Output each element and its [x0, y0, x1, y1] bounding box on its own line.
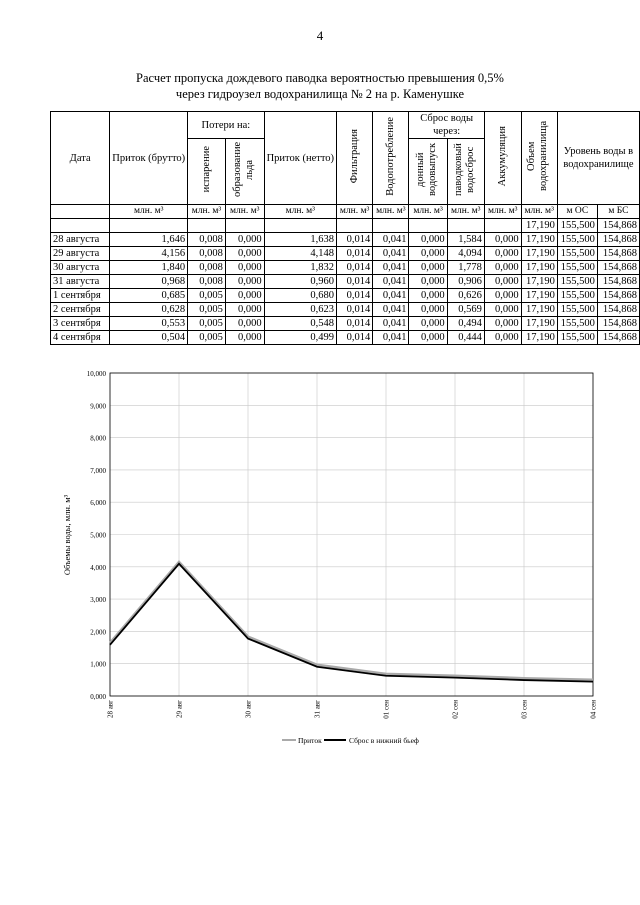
table-cell: 0,000 [225, 303, 264, 317]
y-axis-label: Объемы воды, млн. м³ [62, 494, 72, 576]
series-line-inflow [110, 562, 593, 680]
table-row [51, 289, 640, 303]
header-inflow-net: Приток (нетто) [264, 112, 336, 205]
table-cell: 155,500 [557, 317, 597, 331]
header-discharge: Сброс воды через: [409, 112, 484, 139]
table-cell: 0,041 [373, 233, 409, 247]
table-cell: 0,000 [484, 303, 521, 317]
table-cell: 155,500 [557, 247, 597, 261]
y-tick-label: 7,000 [90, 466, 106, 475]
table-cell: 0,014 [337, 261, 373, 275]
initial-cell [337, 219, 373, 233]
initial-cell [188, 219, 226, 233]
table-cell: 0,005 [188, 289, 226, 303]
table-cell: 0,000 [484, 261, 521, 275]
x-tick-label: 04 сен [589, 700, 598, 719]
table-cell: 0,014 [337, 317, 373, 331]
table-cell: 1,646 [110, 233, 188, 247]
y-tick-label: 8,000 [90, 434, 106, 443]
y-tick-label: 0,000 [90, 693, 106, 701]
table-cell: 4,156 [110, 247, 188, 261]
table-cell: 0,504 [110, 331, 188, 345]
table-cell: 154,868 [597, 317, 639, 331]
table-cell: 0,000 [484, 289, 521, 303]
unit-cell: млн. м³ [521, 205, 557, 219]
row-date: 30 августа [51, 261, 110, 275]
header-ice-cell [225, 139, 264, 205]
x-tick-label: 02 сен [451, 700, 460, 719]
unit-cell: млн. м³ [447, 205, 484, 219]
initial-cell [484, 219, 521, 233]
table-row [51, 317, 640, 331]
legend-label-discharge: Сброс в нижний бьеф [349, 736, 419, 745]
table-body [51, 233, 640, 345]
document-title [0, 70, 640, 102]
header-water-use-cell [373, 112, 409, 205]
initial-cell [373, 219, 409, 233]
page-number: 4 [316, 28, 324, 43]
unit-bs: м БС [597, 205, 639, 219]
unit-os: м ОС [557, 205, 597, 219]
table-cell: 154,868 [597, 247, 639, 261]
initial-volume: 17,190 [521, 219, 557, 233]
table-cell: 0,906 [447, 275, 484, 289]
x-axis [107, 700, 598, 719]
table-cell: 1,638 [264, 233, 336, 247]
table-row [51, 261, 640, 275]
table-cell: 0,000 [225, 289, 264, 303]
table-cell: 0,041 [373, 289, 409, 303]
table-cell: 0,008 [188, 275, 226, 289]
table-cell: 1,778 [447, 261, 484, 275]
x-tick-label: 28 авг [106, 700, 115, 719]
table-cell: 155,500 [557, 275, 597, 289]
y-axis [87, 370, 107, 701]
initial-level-os: 155,500 [557, 219, 597, 233]
table-cell: 17,190 [521, 303, 557, 317]
header-spillway: паводковый водосброс [452, 143, 476, 196]
row-date: 4 сентября [51, 331, 110, 345]
x-tick-label: 29 авг [175, 700, 184, 719]
unit-cell: млн. м³ [264, 205, 336, 219]
header-bottom-outlet: донный водовыпуск [415, 142, 439, 197]
x-tick-label: 31 авг [313, 700, 322, 719]
table-cell: 0,005 [188, 317, 226, 331]
table-cell: 0,548 [264, 317, 336, 331]
table-cell: 154,868 [597, 331, 639, 345]
row-date: 1 сентября [51, 289, 110, 303]
table-cell: 17,190 [521, 317, 557, 331]
chart-grid [110, 373, 593, 696]
x-tick-label: 01 сен [382, 700, 391, 719]
unit-cell: млн. м³ [110, 205, 188, 219]
y-tick-label: 2,000 [90, 628, 106, 637]
table-cell: 0,005 [188, 303, 226, 317]
header-ice: образование льда [231, 141, 255, 198]
table-cell: 1,840 [110, 261, 188, 275]
initial-level-bs: 154,868 [597, 219, 639, 233]
row-date: 28 августа [51, 233, 110, 247]
header-losses: Потери на: [188, 112, 264, 139]
table-cell: 0,041 [373, 247, 409, 261]
table-cell: 0,014 [337, 303, 373, 317]
table-cell: 17,190 [521, 275, 557, 289]
table-cell: 0,008 [188, 233, 226, 247]
header-accumulation-cell [484, 112, 521, 205]
table-cell: 4,148 [264, 247, 336, 261]
unit-cell: млн. м³ [409, 205, 447, 219]
row-date: 31 августа [51, 275, 110, 289]
table-cell: 155,500 [557, 303, 597, 317]
table-cell: 0,000 [225, 261, 264, 275]
x-tick-label: 30 авг [244, 700, 253, 719]
table-cell: 0,000 [225, 317, 264, 331]
table-cell: 0,000 [484, 233, 521, 247]
legend [282, 736, 419, 745]
table-cell: 0,000 [409, 233, 447, 247]
table-cell: 0,008 [188, 261, 226, 275]
y-tick-label: 6,000 [90, 499, 106, 508]
unit-cell: млн. м³ [188, 205, 226, 219]
y-tick-label: 9,000 [90, 402, 106, 411]
table-cell: 0,685 [110, 289, 188, 303]
table-cell: 0,014 [337, 275, 373, 289]
table-cell: 0,014 [337, 289, 373, 303]
table-cell: 0,960 [264, 275, 336, 289]
unit-cell: млн. м³ [337, 205, 373, 219]
header-volume: Объем водохранилища [526, 120, 550, 192]
table-cell: 0,041 [373, 317, 409, 331]
header-bottom-outlet-cell [409, 139, 447, 205]
initial-cell [110, 219, 188, 233]
header-volume-cell [521, 112, 557, 205]
initial-cell [447, 219, 484, 233]
y-tick-label: 1,000 [90, 660, 106, 669]
header-evaporation-cell [188, 139, 226, 205]
calculation-table [50, 111, 640, 345]
table-cell: 154,868 [597, 275, 639, 289]
row-date: 3 сентября [51, 317, 110, 331]
unit-cell: млн. м³ [484, 205, 521, 219]
table-cell: 0,680 [264, 289, 336, 303]
table-cell: 0,000 [409, 261, 447, 275]
row-date: 2 сентября [51, 303, 110, 317]
table-cell: 0,623 [264, 303, 336, 317]
table-cell: 0,000 [225, 233, 264, 247]
initial-cell [225, 219, 264, 233]
table-cell: 0,444 [447, 331, 484, 345]
y-tick-label: 3,000 [90, 596, 106, 605]
table-cell: 0,000 [409, 247, 447, 261]
table-cell: 0,000 [409, 303, 447, 317]
unit-empty [51, 205, 110, 219]
table-cell: 17,190 [521, 261, 557, 275]
table-row [51, 303, 640, 317]
legend-label-inflow: Приток [298, 736, 322, 745]
header-row-1 [51, 112, 640, 139]
table-cell: 155,500 [557, 233, 597, 247]
title-line-1: Расчет пропуска дождевого паводка вероятностью превышения 0,5% [136, 71, 504, 85]
table-cell: 0,000 [484, 331, 521, 345]
table-cell: 1,584 [447, 233, 484, 247]
table-cell: 0,494 [447, 317, 484, 331]
header-date: Дата [51, 112, 110, 205]
table-row [51, 275, 640, 289]
unit-cell: млн. м³ [373, 205, 409, 219]
table-cell: 0,000 [484, 275, 521, 289]
table-cell: 0,000 [409, 317, 447, 331]
table-cell: 155,500 [557, 289, 597, 303]
row-date: 29 августа [51, 247, 110, 261]
header-inflow-gross: Приток (брутто) [110, 112, 188, 205]
table-cell: 4,094 [447, 247, 484, 261]
table-cell: 1,832 [264, 261, 336, 275]
table-cell: 0,000 [225, 275, 264, 289]
header-water-use: Водопотребление [384, 116, 396, 196]
y-tick-label: 4,000 [90, 563, 106, 572]
table-cell: 17,190 [521, 247, 557, 261]
table-cell: 0,553 [110, 317, 188, 331]
y-tick-label: 10,000 [86, 370, 106, 378]
table-cell: 155,500 [557, 331, 597, 345]
table-row [51, 331, 640, 345]
initial-cell [264, 219, 336, 233]
table-cell: 154,868 [597, 303, 639, 317]
table-cell: 155,500 [557, 261, 597, 275]
table-cell: 0,041 [373, 331, 409, 345]
table-cell: 0,014 [337, 233, 373, 247]
table-row [51, 233, 640, 247]
table-cell: 0,000 [409, 275, 447, 289]
unit-row [51, 205, 640, 219]
table-cell: 0,041 [373, 303, 409, 317]
table-cell: 0,626 [447, 289, 484, 303]
header-spillway-cell [447, 139, 484, 205]
table-cell: 0,014 [337, 331, 373, 345]
table-cell: 0,041 [373, 275, 409, 289]
table-cell: 17,190 [521, 289, 557, 303]
x-tick-label: 03 сен [520, 700, 529, 719]
table-cell: 0,000 [409, 331, 447, 345]
header-filtration: Фильтрация [348, 128, 360, 184]
table-cell: 0,000 [225, 247, 264, 261]
unit-cell: млн. м³ [225, 205, 264, 219]
table-cell: 0,000 [484, 317, 521, 331]
table-cell: 0,628 [110, 303, 188, 317]
table-row [51, 247, 640, 261]
header-filtration-cell [337, 112, 373, 205]
header-evaporation: испарение [200, 146, 212, 193]
y-tick-label: 5,000 [90, 531, 106, 540]
table-cell: 0,499 [264, 331, 336, 345]
table-cell: 0,968 [110, 275, 188, 289]
initial-cell [51, 219, 110, 233]
table-cell: 0,569 [447, 303, 484, 317]
table-cell: 0,000 [409, 289, 447, 303]
table-cell: 154,868 [597, 261, 639, 275]
table-cell: 0,008 [188, 247, 226, 261]
header-accumulation: Аккумуляция [496, 125, 508, 187]
table-cell: 0,000 [225, 331, 264, 345]
title-line-2: через гидроузел водохранилища № 2 на р. Каменушке [175, 87, 465, 101]
initial-row [51, 219, 640, 233]
initial-cell [409, 219, 447, 233]
table-cell: 17,190 [521, 331, 557, 345]
table-cell: 154,868 [597, 233, 639, 247]
table-cell: 0,014 [337, 247, 373, 261]
table-cell: 0,000 [484, 247, 521, 261]
table-cell: 17,190 [521, 233, 557, 247]
table-cell: 154,868 [597, 289, 639, 303]
header-level: Уровень воды в водохранилище [557, 112, 639, 205]
table-cell: 0,041 [373, 261, 409, 275]
table-cell: 0,005 [188, 331, 226, 345]
chart [0, 355, 640, 755]
